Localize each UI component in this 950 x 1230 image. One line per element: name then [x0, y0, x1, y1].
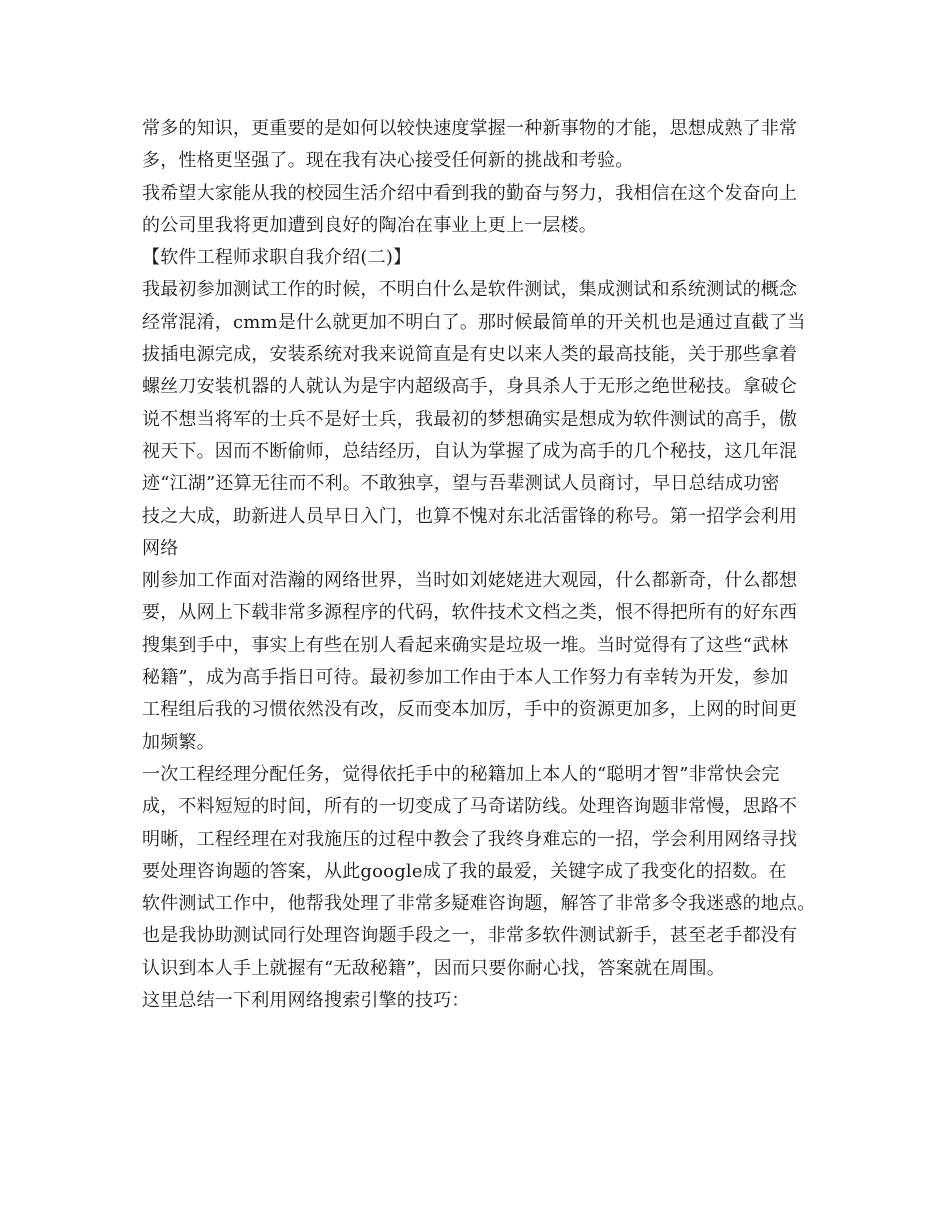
text-line: 视天下。因而不断偷师，总结经历，自认为掌握了成为高手的几个秘技，这几年混 — [142, 440, 798, 462]
text-line: 的公司里我将更加遭到良好的陶冶在事业上更上一层楼。 — [142, 214, 597, 236]
text-line: 我希望大家能从我的校园生活介绍中看到我的勤奋与努力，我相信在这个发奋向上 — [142, 182, 798, 204]
text-line: 搜集到手中，事实上有些在别人看起来确实是垃圾一堆。当时觉得有了这些“武林 — [142, 634, 789, 656]
text-line: 秘籍”，成为高手指日可待。最初参加工作由于本人工作努力有幸转为开发，参加 — [142, 667, 789, 689]
document-body — [142, 113, 832, 1017]
text-line: 网络 — [142, 537, 179, 559]
text-line: 加频繁。 — [142, 731, 215, 753]
text-line: 我最初参加测试工作的时候，不明白什么是软件测试，集成测试和系统测试的概念 — [142, 279, 798, 301]
text-line: 经常混淆，cmm是什么就更加不明白了。那时候最简单的开关机也是通过直截了当 — [142, 311, 806, 333]
text-line: 一次工程经理分配任务，觉得依托手中的秘籍加上本人的“聪明才智”非常快会完 — [142, 763, 780, 785]
text-line: 迹“江湖”还算无往而不利。不敢独享，望与吾辈测试人员商讨，早日总结成功密 — [142, 473, 780, 495]
section-heading: 【软件工程师求职自我介绍(二)】 — [142, 247, 412, 269]
text-line: 刚参加工作面对浩瀚的网络世界，当时如刘姥姥进大观园，什么都新奇，什么都想 — [142, 570, 798, 592]
text-line: 认识到本人手上就握有“无敌秘籍”，因而只要你耐心找，答案就在周围。 — [142, 957, 726, 979]
text-line: 要处理咨询题的答案，从此google成了我的最爱，关键字成了我变化的招数。在 — [142, 860, 787, 882]
text-line: 这里总结一下利用网络搜索引擎的技巧： — [142, 990, 470, 1012]
text-line: 螺丝刀安装机器的人就认为是宇内超级高手，身具杀人于无形之绝世秘技。拿破仑 — [142, 376, 798, 398]
text-line: 也是我协助测试同行处理咨询题手段之一，非常多软件测试新手，甚至老手都没有 — [142, 925, 798, 947]
text-line: 明晰，工程经理在对我施压的过程中教会了我终身难忘的一招，学会利用网络寻找 — [142, 828, 798, 850]
text-line: 工程组后我的习惯依然没有改，反而变本加厉，手中的资源更加多，上网的时间更 — [142, 699, 798, 721]
text-line: 软件测试工作中，他帮我处理了非常多疑难咨询题，解答了非常多令我迷惑的地点。 — [142, 893, 816, 915]
text-line: 要，从网上下载非常多源程序的代码，软件技术文档之类，恨不得把所有的好东西 — [142, 602, 798, 624]
text-line: 成，不料短短的时间，所有的一切变成了马奇诺防线。处理咨询题非常慢，思路不 — [142, 796, 798, 818]
text-line: 多，性格更坚强了。现在我有决心接受任何新的挑战和考验。 — [142, 150, 634, 172]
text-line: 说不想当将军的士兵不是好士兵，我最初的梦想确实是想成为软件测试的高手，傲 — [142, 408, 798, 430]
text-line: 拔插电源完成，安装系统对我来说简直是有史以来人类的最高技能，关于那些拿着 — [142, 344, 798, 366]
text-line: 常多的知识，更重要的是如何以较快速度掌握一种新事物的才能，思想成熟了非常 — [142, 118, 798, 139]
text-line: 技之大成，助新进人员早日入门，也算不愧对东北活雷锋的称号。第一招学会利用 — [142, 505, 798, 527]
